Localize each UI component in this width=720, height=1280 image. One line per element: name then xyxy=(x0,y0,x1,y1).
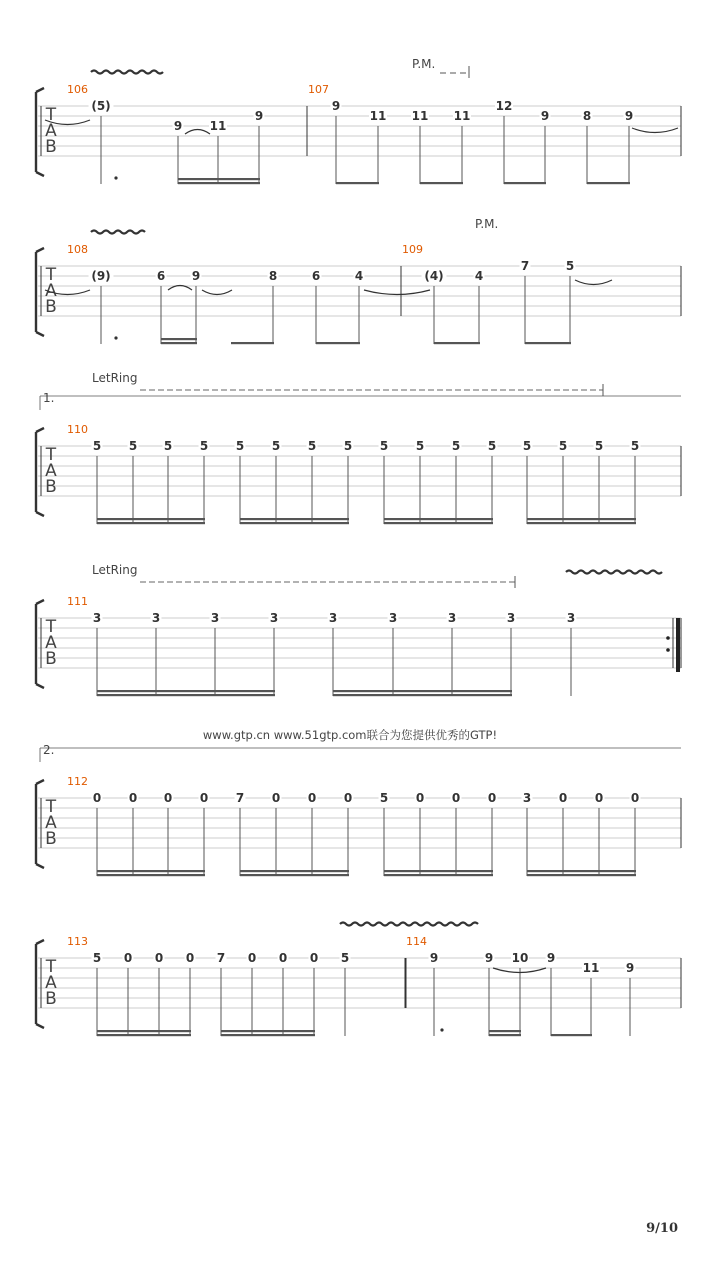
rhythm-dot xyxy=(114,176,117,179)
fret-number: 3 xyxy=(328,611,338,625)
beam xyxy=(587,182,630,184)
fret-number: 5 xyxy=(92,951,102,965)
fret-number: 6 xyxy=(311,269,321,283)
fret-number: 0 xyxy=(558,791,568,805)
fret-number: 0 xyxy=(163,791,173,805)
clef-letter-a: A xyxy=(45,121,57,141)
palm-mute-label: P.M. xyxy=(412,57,436,71)
beam xyxy=(240,870,349,872)
fret-number: 0 xyxy=(128,791,138,805)
fret-number: 0 xyxy=(92,791,102,805)
beam xyxy=(97,694,275,696)
beam xyxy=(97,1034,191,1036)
beam xyxy=(504,182,546,184)
system-bracket xyxy=(36,780,44,868)
fret-number: 5 xyxy=(594,439,604,453)
measure-number: 106 xyxy=(67,83,88,96)
clef-letter-a: A xyxy=(45,281,57,301)
system-bracket xyxy=(36,940,44,1028)
fret-number: 0 xyxy=(123,951,133,965)
beam xyxy=(97,870,205,872)
let-ring-label: LetRing xyxy=(92,563,138,577)
beam xyxy=(97,874,205,876)
fret-number: 0 xyxy=(247,951,257,965)
fret-number: 0 xyxy=(630,791,640,805)
fret-number: (9) xyxy=(91,269,111,283)
measure-number: 114 xyxy=(406,935,427,948)
fret-number: 4 xyxy=(474,269,484,283)
beam xyxy=(527,874,636,876)
fret-number: 0 xyxy=(278,951,288,965)
clef-letter-b: B xyxy=(45,989,57,1009)
beam xyxy=(527,522,636,524)
beam xyxy=(221,1034,315,1036)
fret-number: 7 xyxy=(235,791,245,805)
fret-number: 9 xyxy=(173,119,183,133)
beam xyxy=(240,522,349,524)
fret-number: 5 xyxy=(630,439,640,453)
fret-number: 3 xyxy=(210,611,220,625)
fret-number: 5 xyxy=(379,791,389,805)
beam xyxy=(178,178,260,180)
fret-number: 7 xyxy=(216,951,226,965)
fret-number: 8 xyxy=(582,109,592,123)
tie-arc xyxy=(364,290,430,295)
clef-letter-t: T xyxy=(45,617,57,637)
tie-arc xyxy=(575,280,612,285)
fret-number: 9 xyxy=(191,269,201,283)
fret-number: 5 xyxy=(415,439,425,453)
fret-number: 7 xyxy=(520,259,530,273)
fret-number: 5 xyxy=(558,439,568,453)
fret-number: 3 xyxy=(269,611,279,625)
fret-number: 5 xyxy=(343,439,353,453)
clef-letter-b: B xyxy=(45,477,57,497)
fret-number: 8 xyxy=(268,269,278,283)
vibrato-mark xyxy=(566,571,662,574)
beam xyxy=(161,342,197,344)
measure-number: 109 xyxy=(402,243,423,256)
page-number: 9/10 xyxy=(646,1221,678,1236)
clef-letter-b: B xyxy=(45,297,57,317)
clef-letter-b: B xyxy=(45,829,57,849)
beam xyxy=(384,874,493,876)
beam xyxy=(97,1030,191,1032)
credit-text: www.gtp.cn www.51gtp.com联合为您提供优秀的GTP! xyxy=(202,728,498,742)
vibrato-mark xyxy=(91,71,163,74)
clef-letter-t: T xyxy=(45,957,57,977)
clef-letter-t: T xyxy=(45,265,57,285)
system-bracket xyxy=(36,600,44,688)
fret-number: 11 xyxy=(453,109,471,123)
beam xyxy=(178,182,260,184)
measure-number: 111 xyxy=(67,595,88,608)
fret-number: 5 xyxy=(92,439,102,453)
beam xyxy=(97,522,205,524)
volta-number: 2. xyxy=(43,743,55,757)
fret-number: 5 xyxy=(199,439,209,453)
fret-number: 5 xyxy=(522,439,532,453)
repeat-dot xyxy=(666,648,670,652)
clef-letter-a: A xyxy=(45,633,57,653)
beam xyxy=(97,690,275,692)
fret-number: (4) xyxy=(424,269,444,283)
measure-number: 112 xyxy=(67,775,88,788)
tie-arc xyxy=(185,130,210,135)
clef-letter-t: T xyxy=(45,797,57,817)
fret-number: 3 xyxy=(506,611,516,625)
fret-number: 0 xyxy=(154,951,164,965)
fret-number: 5 xyxy=(340,951,350,965)
beam xyxy=(333,694,512,696)
clef-letter-b: B xyxy=(45,649,57,669)
fret-number: 0 xyxy=(309,951,319,965)
clef-letter-t: T xyxy=(45,105,57,125)
fret-number: 0 xyxy=(307,791,317,805)
fret-number: 9 xyxy=(540,109,550,123)
beam xyxy=(240,518,349,520)
beam xyxy=(316,342,360,344)
beam xyxy=(97,518,205,520)
fret-number: 9 xyxy=(624,109,634,123)
system-bracket xyxy=(36,248,44,336)
fret-number: 9 xyxy=(331,99,341,113)
repeat-thick-bar xyxy=(676,618,680,672)
fret-number: 12 xyxy=(495,99,513,113)
beam xyxy=(333,690,512,692)
fret-number: 3 xyxy=(522,791,532,805)
fret-number: 0 xyxy=(271,791,281,805)
beam xyxy=(420,182,463,184)
repeat-dot xyxy=(666,636,670,640)
measure-number: 113 xyxy=(67,935,88,948)
fret-number: 5 xyxy=(379,439,389,453)
fret-number: 3 xyxy=(92,611,102,625)
clef-letter-a: A xyxy=(45,813,57,833)
fret-number: 0 xyxy=(451,791,461,805)
measure-number: 107 xyxy=(308,83,329,96)
system-bracket xyxy=(36,88,44,176)
fret-number: 0 xyxy=(343,791,353,805)
palm-mute-label: P.M. xyxy=(475,217,499,231)
beam xyxy=(384,870,493,872)
fret-number: 9 xyxy=(546,951,556,965)
beam xyxy=(434,342,480,344)
system-bracket xyxy=(36,428,44,516)
measure-number: 110 xyxy=(67,423,88,436)
beam xyxy=(527,870,636,872)
beam xyxy=(551,1034,592,1036)
beam xyxy=(384,522,493,524)
fret-number: 5 xyxy=(451,439,461,453)
beam xyxy=(384,518,493,520)
fret-number: 5 xyxy=(565,259,575,273)
fret-number: 9 xyxy=(254,109,264,123)
fret-number: 5 xyxy=(307,439,317,453)
fret-number: 11 xyxy=(209,119,227,133)
beam xyxy=(161,338,197,340)
fret-number: 9 xyxy=(484,951,494,965)
vibrato-mark xyxy=(340,923,478,926)
clef-letter-a: A xyxy=(45,973,57,993)
let-ring-label: LetRing xyxy=(92,371,138,385)
fret-number: 5 xyxy=(128,439,138,453)
tie-arc xyxy=(202,290,232,295)
beam xyxy=(231,342,274,344)
fret-number: 0 xyxy=(594,791,604,805)
fret-number: 9 xyxy=(429,951,439,965)
fret-number: 10 xyxy=(511,951,529,965)
vibrato-mark xyxy=(91,231,145,234)
fret-number: (5) xyxy=(91,99,111,113)
fret-number: 11 xyxy=(582,961,600,975)
clef-letter-t: T xyxy=(45,445,57,465)
tie-arc xyxy=(632,128,678,133)
beam xyxy=(527,518,636,520)
fret-number: 0 xyxy=(415,791,425,805)
rhythm-dot xyxy=(114,336,117,339)
beam xyxy=(525,342,571,344)
measure-number: 108 xyxy=(67,243,88,256)
fret-number: 5 xyxy=(235,439,245,453)
fret-number: 5 xyxy=(271,439,281,453)
fret-number: 11 xyxy=(411,109,429,123)
fret-number: 5 xyxy=(163,439,173,453)
fret-number: 3 xyxy=(388,611,398,625)
beam xyxy=(489,1030,521,1032)
fret-number: 4 xyxy=(354,269,364,283)
fret-number: 6 xyxy=(156,269,166,283)
fret-number: 11 xyxy=(369,109,387,123)
clef-letter-a: A xyxy=(45,461,57,481)
volta-number: 1. xyxy=(43,391,55,405)
beam xyxy=(221,1030,315,1032)
clef-letter-b: B xyxy=(45,137,57,157)
beam xyxy=(489,1034,521,1036)
beam xyxy=(240,874,349,876)
fret-number: 3 xyxy=(447,611,457,625)
fret-number: 3 xyxy=(151,611,161,625)
rhythm-dot xyxy=(440,1028,443,1031)
fret-number: 0 xyxy=(487,791,497,805)
beam xyxy=(336,182,379,184)
fret-number: 3 xyxy=(566,611,576,625)
fret-number: 9 xyxy=(625,961,635,975)
fret-number: 0 xyxy=(185,951,195,965)
fret-number: 0 xyxy=(199,791,209,805)
fret-number: 5 xyxy=(487,439,497,453)
